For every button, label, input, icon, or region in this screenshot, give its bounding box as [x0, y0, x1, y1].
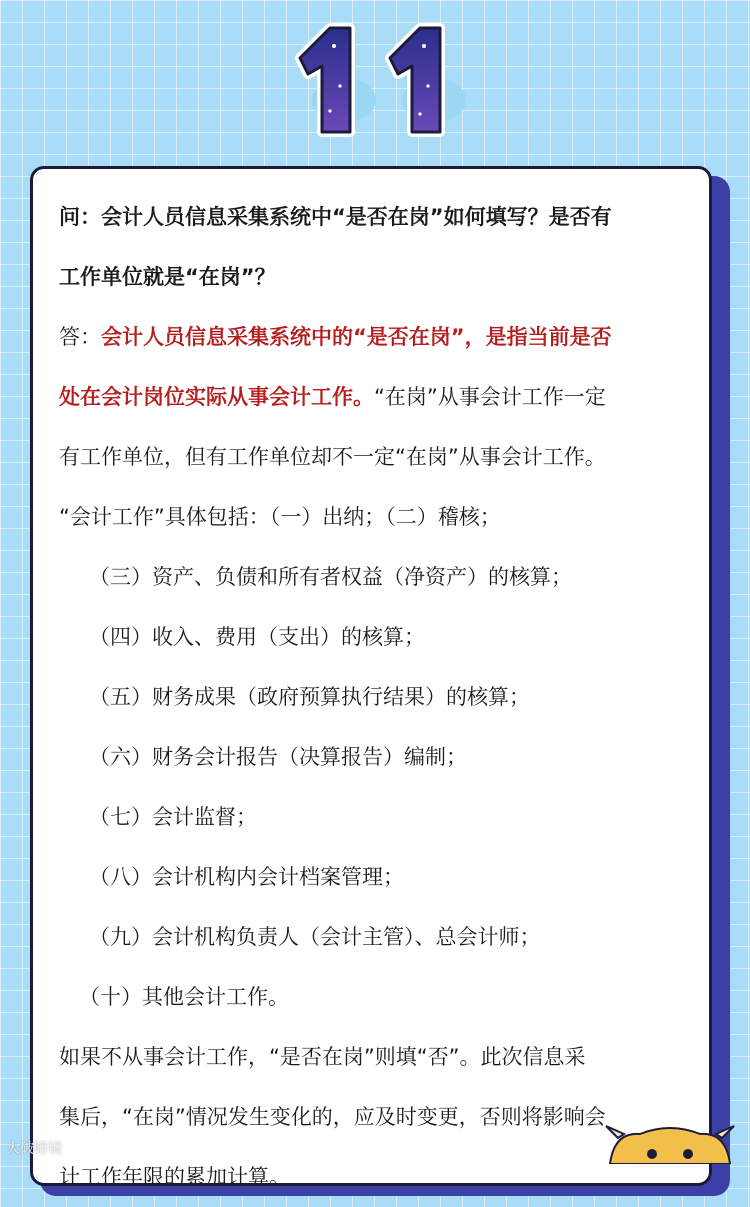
answer-line-1 [59, 307, 687, 367]
list-item: （九）会计机构负责人（会计主管）、总会计师； [89, 925, 541, 949]
list-item: （三）资产、负债和所有者权益（净资产）的核算； [89, 565, 572, 589]
answer-highlight-2: 处在会计岗位实际从事会计工作。 [59, 385, 374, 409]
answer-line-2 [59, 367, 687, 427]
badge-number: 11 [377, 142, 379, 143]
answer-highlight-1: 会计人员信息采集系统中的“是否在岗”，是指当前是否 [101, 325, 612, 349]
list-item: （五）财务成果（政府预算执行结果）的核算； [89, 685, 530, 709]
tail-line-1: 如果不从事会计工作，“是否在岗”则填“否”。此次信息采 [59, 1045, 586, 1069]
tail-line-2: 集后，“在岗”情况发生变化的，应及时变更，否则将影响会 [59, 1105, 606, 1129]
list-item: （四）收入、费用（支出）的核算； [89, 625, 425, 649]
qa-card [30, 166, 712, 1189]
answer-line-3: 有工作单位，但有工作单位却不一定“在岗”从事会计工作。 [59, 445, 606, 469]
mascot-illustration [600, 1124, 740, 1164]
answer-line-4: “会计工作”具体包括：（一）出纳；（二）稽核； [59, 505, 501, 529]
number-badge [282, 16, 472, 144]
answer-rest-2: “在岗”从事会计工作一定 [374, 385, 606, 409]
list-item: （八）会计机构内会计档案管理； [89, 865, 404, 889]
list-item-10: （十）其他会计工作。 [79, 985, 289, 1009]
watermark: 大破瞎镜 [6, 1141, 62, 1157]
list-item: （六）财务会计报告（决算报告）编制； [89, 745, 467, 769]
question-line-1: 问：会计人员信息采集系统中“是否在岗”如何填写？是否有 [59, 205, 612, 229]
question-line-2: 工作单位就是“在岗”？ [59, 265, 276, 289]
list-item: （七）会计监督； [89, 805, 257, 829]
tail-line-3: 计工作年限的累加计算。 [59, 1165, 290, 1189]
answer-prefix: 答： [59, 325, 101, 349]
